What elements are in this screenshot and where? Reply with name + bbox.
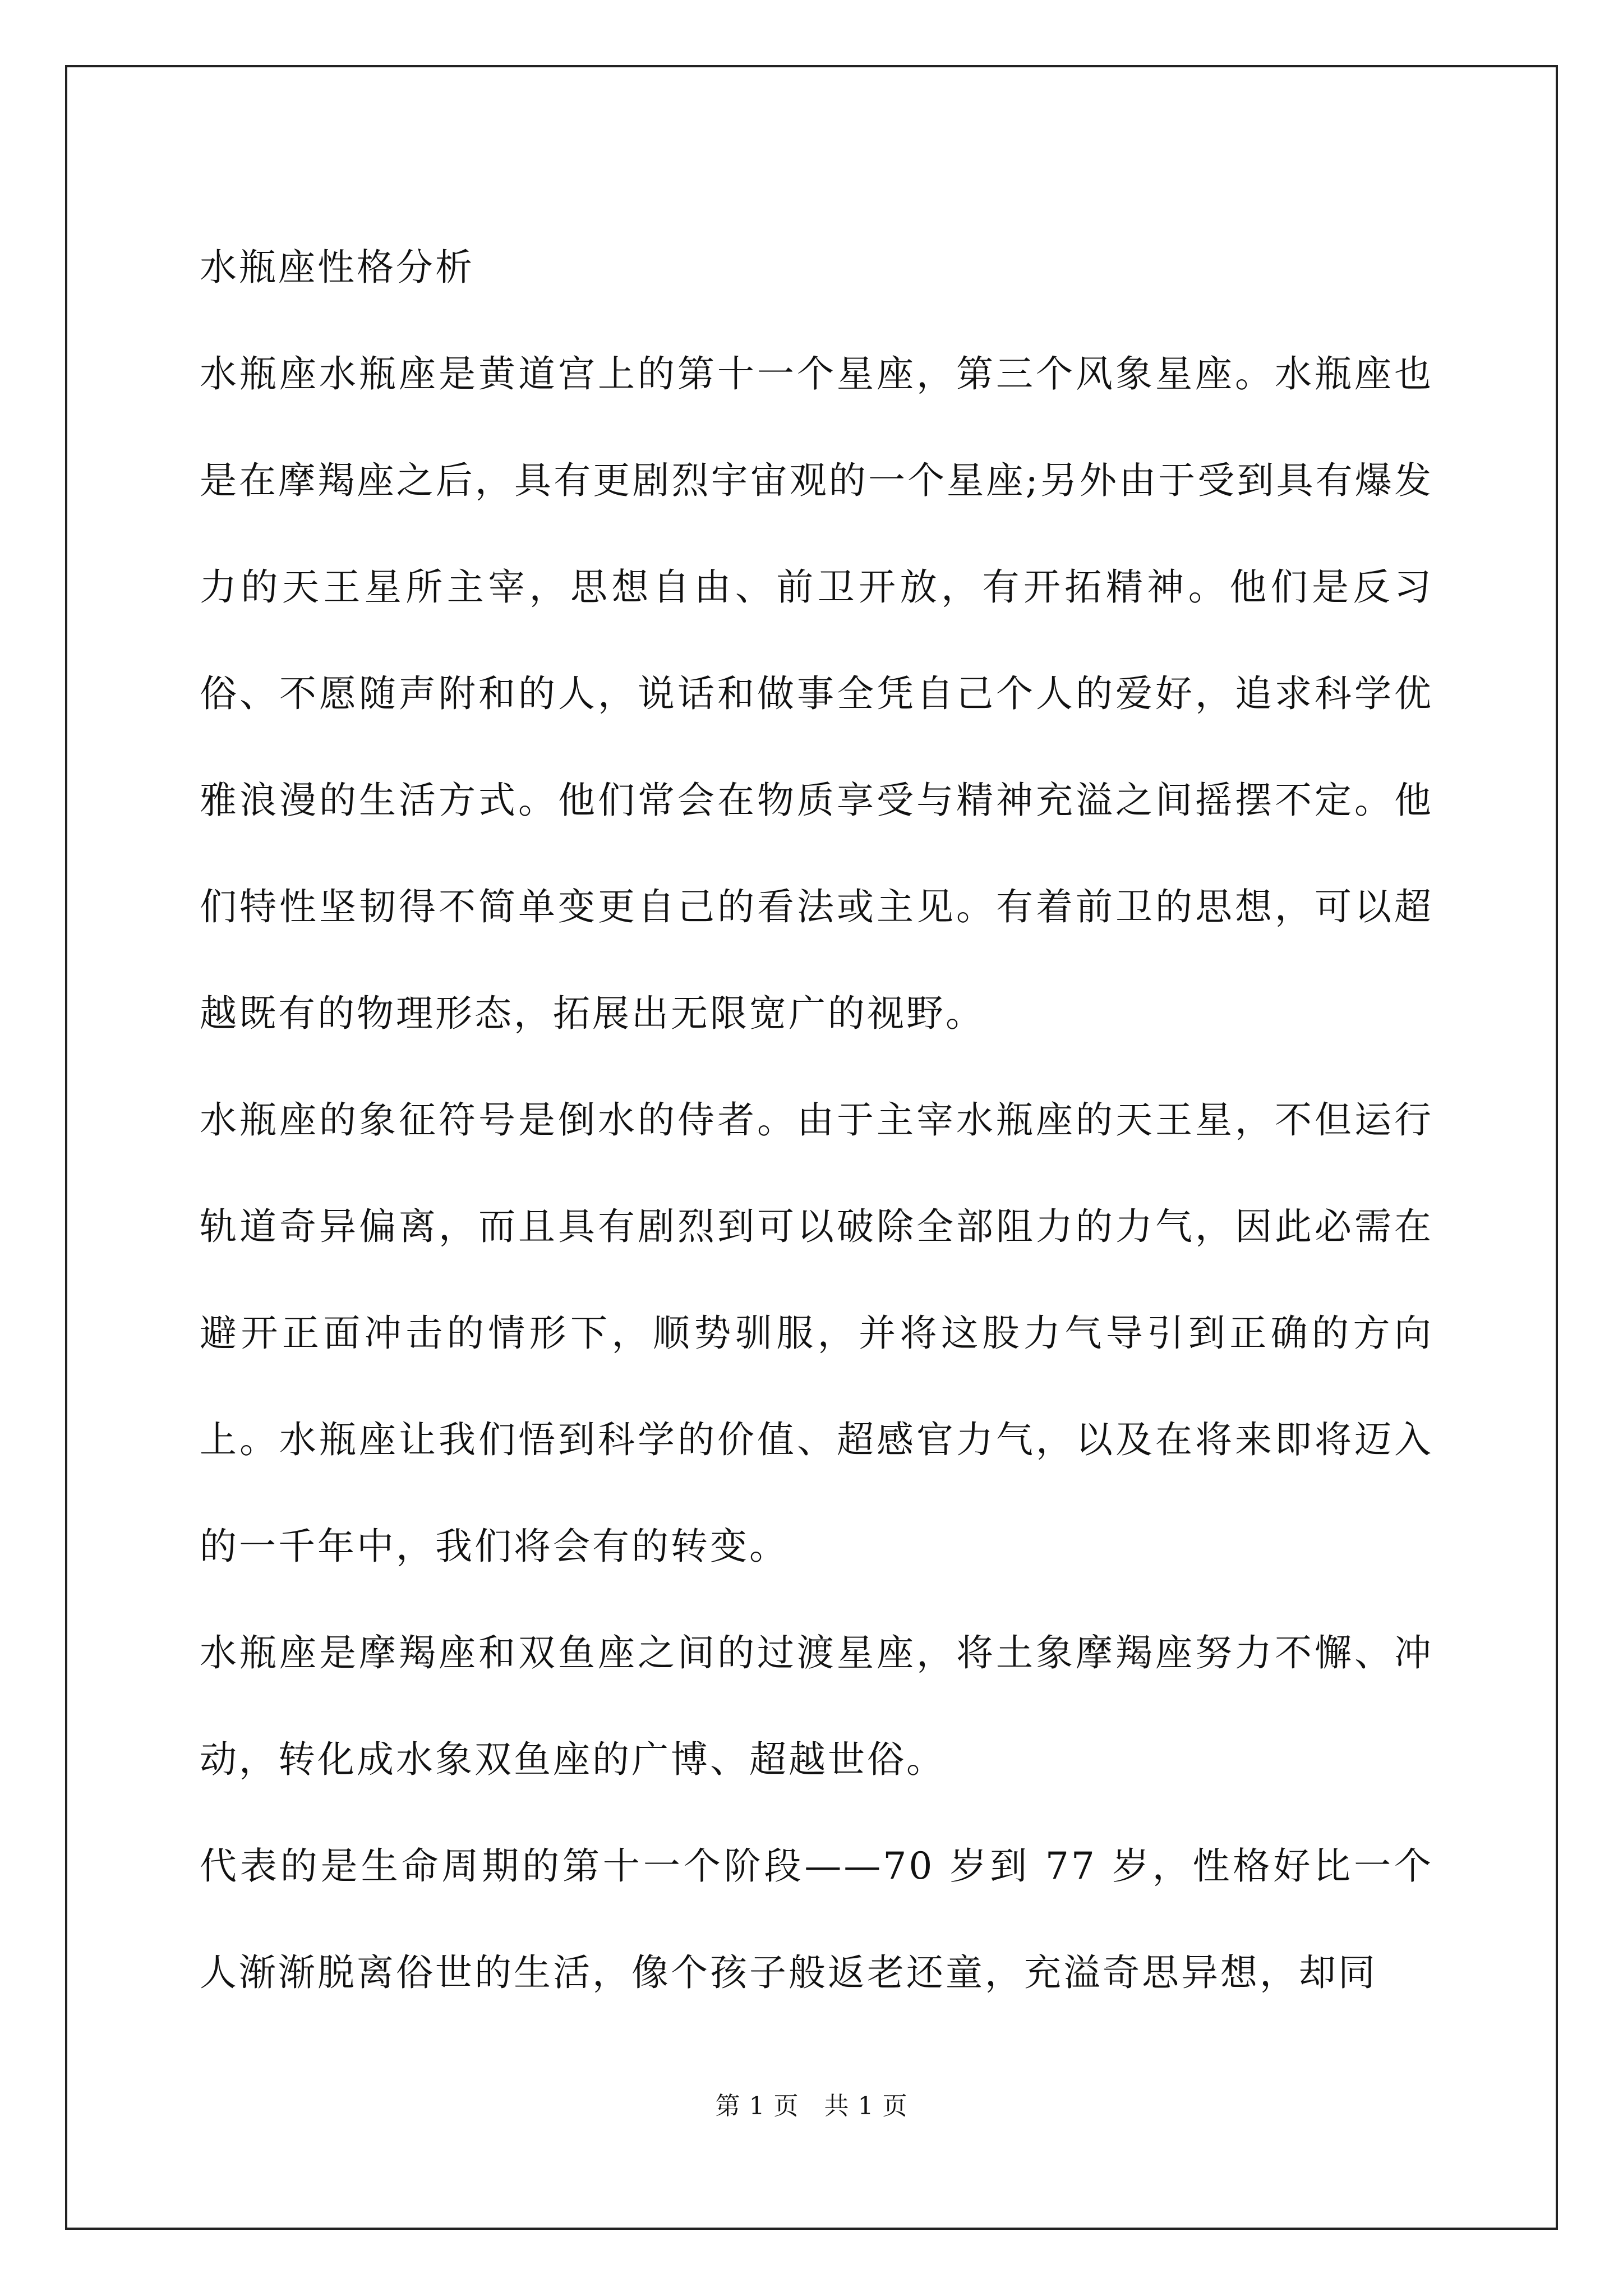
page-footer: 第 1 页 共 1 页 <box>715 2092 908 2120</box>
document-body <box>200 214 1433 2026</box>
paragraph-3: 水瓶座是摩羯座和双鱼座之间的过渡星座，将土象摩羯座努力不懈、冲动，转化成水象双鱼座的广博、超越世俗。 <box>200 1631 1433 1781</box>
paragraph-4: 代表的是生命周期的第十一个阶段——70 岁到 77 岁，性格好比一个人渐渐脱离俗世的生活，像个孩子般返老还童，充溢奇思异想，却同 <box>200 1844 1433 1994</box>
paragraph-2: 水瓶座的象征符号是倒水的侍者。由于主宰水瓶座的天王星，不但运行轨道奇异偏离，而且具有剧烈到可以破除全部阻力的力气，因此必需在避开正面冲击的情形下，顺势驯服，并将这股力气导引到正确的方向上。水瓶座让我们悟到科学的价值、超感官力气，以及在将来即将迈入的一千年中，我们将会有的转变。 <box>200 1098 1433 1568</box>
paragraph-1: 水瓶座水瓶座是黄道宫上的第十一个星座，第三个风象星座。水瓶座也是在摩羯座之后，具有更剧烈宇宙观的一个星座;另外由于受到具有爆发力的天王星所主宰，思想自由、前卫开放，有开拓精神。他们是反习俗、不愿随声附和的人，说话和做事全凭自己个人的爱好，追求科学优雅浪漫的生活方式。他们常会在物质享受与精神充溢之间摇摆不定。他们特性坚韧得不简单变更自己的看法或主见。有着前卫的思想，可以超越既有的物理形态，拓展出无限宽广的视野。 <box>200 352 1433 1035</box>
document-title: 水瓶座性格分析 <box>200 246 474 289</box>
